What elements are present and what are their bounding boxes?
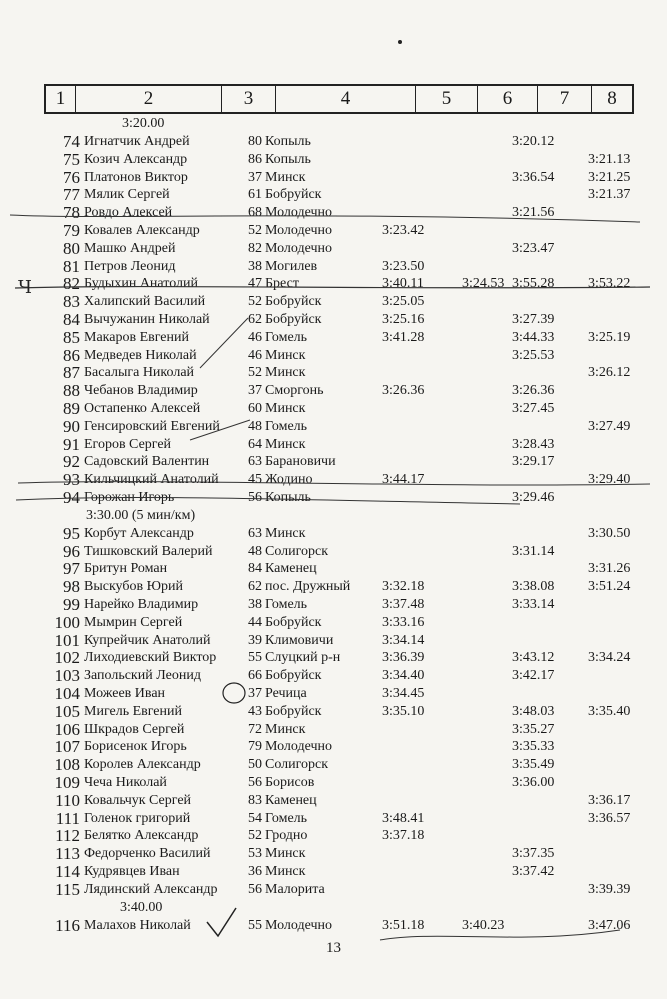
pencil-line [16, 497, 520, 504]
time-col-7: 3:35.49 [512, 757, 555, 773]
athlete-name: Чебанов Владимир [84, 383, 198, 399]
time-col-5: 3:33.16 [382, 614, 425, 630]
checkmark [207, 908, 236, 936]
row-number: 102 [54, 648, 80, 668]
athlete-name: Голенок григорий [84, 810, 191, 826]
birth-year: 48 [248, 543, 262, 559]
city: Минск [265, 401, 306, 416]
row-number: 84 [63, 310, 80, 329]
birth-year: 72 [248, 721, 262, 737]
pencil-line [190, 420, 250, 440]
athlete-name: Вычужанин Николай [84, 312, 210, 327]
athlete-name: Можеев Иван [84, 686, 166, 701]
time-col-5: 3:23.42 [382, 223, 425, 238]
birth-year: 62 [248, 312, 262, 327]
city: пос. Дружный [265, 579, 351, 595]
time-col-5: 3:37.18 [382, 828, 425, 844]
pencil-line [380, 930, 620, 940]
row-number: 89 [63, 399, 80, 418]
time-col-7: 3:25.53 [512, 347, 555, 363]
athlete-name: Халипский Василий [84, 294, 206, 310]
row-number: 95 [63, 523, 80, 543]
athlete-name: Нарейко Владимир [84, 597, 199, 612]
city: Минск [265, 864, 306, 879]
time-col-7: 3:21.56 [512, 205, 555, 221]
city: Сморгонь [265, 383, 324, 399]
birth-year: 37 [248, 169, 262, 185]
city: Молодечно [265, 917, 333, 933]
time-col-8: 3:21.37 [588, 187, 631, 203]
city: Минск [265, 365, 306, 381]
city: Бобруйск [265, 187, 322, 203]
city: Гомель [265, 329, 308, 345]
athlete-name: Горожан Игорь [84, 490, 175, 505]
athlete-name: Макаров Евгений [84, 329, 189, 345]
birth-year: 82 [248, 240, 262, 256]
athlete-name: Кудрявцев Иван [84, 864, 180, 879]
athlete-name: Шкрадов Сергей [84, 721, 185, 737]
city: Гомель [265, 810, 308, 826]
row-number: 75 [63, 149, 80, 169]
city: Жодино [265, 472, 313, 488]
city: Гомель [265, 418, 308, 434]
athlete-name: Корбут Александр [84, 525, 194, 541]
row-number: 100 [54, 612, 80, 632]
pace-group-label: 3:20.00 [122, 116, 165, 131]
athlete-name: Садовский Валентин [84, 454, 210, 470]
time-col-7: 3:26.36 [512, 383, 555, 399]
birth-year: 46 [248, 347, 262, 363]
athlete-name: Егоров Сергей [84, 436, 172, 452]
row-number: 115 [55, 879, 80, 899]
time-col-8: 3:35.40 [588, 703, 631, 719]
birth-year: 50 [248, 757, 262, 773]
birth-year: 45 [248, 472, 262, 488]
athlete-name: Остапенко Алексей [84, 401, 201, 416]
birth-year: 56 [248, 881, 262, 897]
pencil-line [10, 215, 640, 222]
city: Бобруйск [265, 312, 322, 327]
athlete-name: Басалыга Николай [84, 365, 195, 381]
pencil-line [18, 482, 650, 485]
birth-year: 80 [248, 134, 262, 149]
athlete-name: Генсировский Евгений [84, 418, 220, 434]
row-number: 114 [55, 862, 80, 881]
athlete-name: Выскубов Юрий [84, 579, 183, 595]
row-number: 91 [63, 434, 80, 454]
birth-year: 38 [248, 258, 262, 274]
time-col-5: 3:41.28 [382, 329, 425, 345]
header-col-1: 1 [46, 86, 76, 112]
birth-year: 47 [248, 276, 262, 292]
city: Молодечно [265, 205, 333, 221]
city: Бобруйск [265, 703, 322, 719]
birth-year: 63 [248, 525, 262, 541]
time-col-7: 3:35.33 [512, 739, 555, 755]
time-col-5: 3:25.05 [382, 294, 425, 310]
time-col-5: 3:25.16 [382, 312, 425, 327]
time-col-7: 3:48.03 [512, 703, 555, 719]
city: Малорита [265, 881, 325, 897]
page-number: 13 [326, 940, 341, 956]
row-number: 101 [54, 630, 80, 650]
row-number: 77 [63, 185, 80, 205]
athlete-name: Платонов Виктор [84, 169, 188, 185]
athlete-name: Белятко Александр [84, 828, 199, 844]
pencil-line [200, 318, 248, 368]
time-col-8: 3:21.13 [588, 151, 631, 167]
city: Слуцкий р-н [265, 650, 341, 666]
row-number: 90 [63, 416, 80, 436]
row-number: 96 [63, 541, 80, 561]
time-col-5: 3:44.17 [382, 472, 425, 488]
birth-year: 61 [248, 187, 262, 203]
birth-year: 86 [248, 151, 262, 167]
athlete-name: Борисенок Игорь [84, 739, 187, 755]
time-col-5: 3:35.10 [382, 703, 425, 719]
birth-year: 52 [248, 223, 262, 238]
row-number: 86 [63, 345, 80, 365]
birth-year: 55 [248, 917, 262, 933]
row-number: 83 [63, 292, 80, 312]
city: Гродно [265, 828, 308, 844]
athlete-name: Кильчицкий Анатолий [84, 472, 219, 488]
time-col-8: 3:51.24 [588, 579, 631, 595]
athlete-name: Ковальчук Сергей [84, 792, 192, 808]
time-col-8: 3:29.40 [588, 472, 631, 488]
row-number: 85 [63, 327, 80, 347]
birth-year: 68 [248, 205, 262, 221]
time-col-5: 3:32.18 [382, 579, 425, 595]
athlete-name: Чеча Николай [84, 775, 167, 790]
time-col-8: 3:31.26 [588, 561, 631, 577]
birth-year: 38 [248, 597, 262, 612]
birth-year: 44 [248, 614, 262, 630]
birth-year: 53 [248, 846, 262, 862]
athlete-name: Королев Александр [84, 757, 201, 773]
time-col-7: 3:37.35 [512, 846, 555, 862]
birth-year: 52 [248, 828, 262, 844]
city: Борисов [265, 775, 315, 790]
athlete-name: Бритун Роман [84, 561, 168, 577]
athlete-name: Ровдо Алексей [84, 205, 173, 221]
city: Бобруйск [265, 668, 322, 684]
time-col-8: 3:36.17 [588, 792, 631, 808]
city: Минск [265, 525, 306, 541]
city: Минск [265, 846, 306, 862]
row-number: 106 [54, 719, 80, 739]
time-col-8: 3:36.57 [588, 810, 631, 826]
birth-year: 62 [248, 579, 262, 595]
birth-year: 79 [248, 739, 262, 755]
time-col-5: 3:37.48 [382, 597, 425, 612]
city: Солигорск [265, 757, 329, 773]
time-col-5: 3:51.18 [382, 917, 425, 933]
time-col-7: 3:27.45 [512, 401, 555, 416]
athlete-name: Машко Андрей [84, 240, 176, 256]
city: Гомель [265, 597, 308, 612]
handwritten-mark: Ч [18, 277, 32, 298]
birth-year: 63 [248, 454, 262, 470]
athlete-name: Козич Александр [84, 151, 188, 167]
row-number: 98 [63, 577, 80, 597]
time-col-6: 3:40.23 [462, 917, 505, 933]
time-col-7: 3:35.27 [512, 721, 555, 737]
city: Молодечно [265, 223, 333, 238]
time-col-7: 3:38.08 [512, 579, 555, 595]
time-col-7: 3:33.14 [512, 597, 555, 612]
time-col-5: 3:34.40 [382, 668, 425, 684]
city: Копыль [265, 490, 311, 505]
city: Барановичи [265, 454, 336, 470]
row-number: 94 [63, 488, 80, 507]
header-col-3: 3 [222, 86, 276, 112]
row-number: 80 [63, 238, 80, 258]
time-col-7: 3:29.17 [512, 454, 555, 470]
city: Бобруйск [265, 614, 322, 630]
birth-year: 52 [248, 365, 262, 381]
athlete-name: Будыхин Анатолий [84, 276, 198, 292]
city: Речица [265, 686, 307, 701]
pace-group-label: 3:40.00 [120, 899, 163, 915]
city: Брест [265, 276, 299, 292]
city: Минск [265, 347, 306, 363]
row-number: 76 [63, 167, 80, 187]
birth-year: 36 [248, 864, 262, 879]
city: Климовичи [265, 632, 334, 648]
time-col-7: 3:37.42 [512, 864, 555, 879]
time-col-7: 3:29.46 [512, 490, 555, 505]
athlete-name: Мялик Сергей [84, 187, 170, 203]
row-number: 79 [63, 221, 80, 240]
athlete-name: Медведев Николай [84, 347, 197, 363]
city: Копыль [265, 134, 311, 149]
athlete-name: Запольский Леонид [84, 668, 201, 684]
header-col-2: 2 [76, 86, 222, 112]
header-col-8: 8 [607, 88, 617, 109]
birth-year: 37 [248, 383, 262, 399]
birth-year: 64 [248, 436, 262, 452]
row-number: 105 [54, 701, 80, 721]
header-col-6: 6 [478, 86, 538, 112]
city: Минск [265, 721, 306, 737]
athlete-name: Мигель Евгений [84, 703, 182, 719]
time-col-5: 3:34.14 [382, 632, 425, 648]
row-number: 93 [63, 470, 80, 490]
row-number: 103 [54, 666, 80, 686]
row-number: 78 [63, 203, 80, 223]
row-number: 88 [63, 381, 80, 401]
time-col-5: 3:40.11 [382, 276, 424, 292]
birth-year: 48 [248, 418, 262, 434]
time-col-7: 3:42.17 [512, 668, 555, 684]
time-col-7: 3:27.39 [512, 312, 555, 327]
row-number: 109 [54, 773, 80, 792]
pencil-line [15, 287, 650, 288]
row-number: 97 [63, 559, 80, 579]
time-col-8: 3:53.22 [588, 276, 631, 292]
row-number: 113 [55, 844, 80, 864]
time-col-7: 3:55.28 [512, 276, 555, 292]
time-col-8: 3:21.25 [588, 169, 631, 185]
birth-year: 84 [248, 561, 262, 577]
row-number: 74 [63, 132, 80, 151]
time-col-8: 3:25.19 [588, 329, 631, 345]
row-number: 107 [54, 737, 80, 757]
time-col-7: 3:20.12 [512, 134, 555, 149]
birth-year: 52 [248, 294, 262, 310]
birth-year: 56 [248, 490, 262, 505]
athlete-name: Лядинский Александр [84, 881, 218, 897]
pace-group-label: 3:30.00 (5 мин/км) [86, 507, 196, 523]
athlete-name: Малахов Николай [84, 917, 191, 933]
row-number: 87 [63, 363, 80, 383]
city: Минск [265, 169, 306, 185]
time-col-7: 3:23.47 [512, 240, 555, 256]
header-col-5: 5 [416, 86, 478, 112]
athlete-name: Лиходиевский Виктор [84, 650, 217, 666]
athlete-name: Петров Леонид [84, 258, 176, 274]
time-col-8: 3:30.50 [588, 525, 631, 541]
row-number: 92 [63, 452, 80, 472]
time-col-8: 3:39.39 [588, 881, 631, 897]
time-col-5: 3:48.41 [382, 810, 425, 826]
athlete-name: Купрейчик Анатолий [84, 632, 211, 648]
city: Молодечно [265, 739, 333, 755]
time-col-5: 3:36.39 [382, 650, 425, 666]
time-col-7: 3:44.33 [512, 329, 555, 345]
athlete-name: Игнатчик Андрей [84, 134, 190, 149]
row-number: 111 [55, 808, 80, 828]
row-number: 99 [63, 595, 80, 614]
birth-year: 37 [248, 686, 262, 701]
athlete-name: Ковалев Александр [84, 223, 200, 238]
birth-year: 54 [248, 810, 262, 826]
athlete-name: Тишковский Валерий [84, 543, 213, 559]
birth-year: 56 [248, 775, 262, 790]
city: Солигорск [265, 543, 329, 559]
time-col-8: 3:34.24 [588, 650, 631, 666]
birth-year: 46 [248, 329, 262, 345]
city: Бобруйск [265, 294, 322, 310]
header-col-4: 4 [276, 86, 416, 112]
circle-mark [223, 683, 245, 703]
time-col-8: 3:47.06 [588, 917, 631, 933]
time-col-6: 3:24.53 [462, 276, 505, 292]
time-col-7: 3:28.43 [512, 436, 555, 452]
time-col-8: 3:27.49 [588, 418, 631, 434]
header-col-7: 7 [538, 86, 592, 112]
time-col-5: 3:23.50 [382, 258, 425, 274]
time-col-7: 3:36.00 [512, 775, 555, 790]
birth-year: 55 [248, 650, 262, 666]
city: Могилев [265, 258, 318, 274]
row-number: 82 [63, 274, 80, 294]
time-col-8: 3:26.12 [588, 365, 631, 381]
birth-year: 83 [248, 792, 262, 808]
time-col-7: 3:36.54 [512, 169, 555, 185]
row-number: 112 [55, 826, 80, 846]
row-number: 108 [54, 755, 80, 775]
row-number: 110 [55, 790, 80, 810]
birth-year: 60 [248, 401, 262, 416]
birth-year: 66 [248, 668, 262, 684]
city: Минск [265, 436, 306, 452]
athlete-name: Мымрин Сергей [84, 614, 183, 630]
athlete-name: Федорченко Василий [84, 846, 211, 862]
city: Копыль [265, 151, 311, 167]
city: Каменец [265, 792, 317, 808]
birth-year: 43 [248, 703, 262, 719]
time-col-5: 3:34.45 [382, 686, 425, 701]
time-col-5: 3:26.36 [382, 383, 425, 399]
birth-year: 39 [248, 632, 262, 648]
city: Молодечно [265, 240, 333, 256]
row-number: 81 [63, 256, 80, 276]
time-col-7: 3:43.12 [512, 650, 555, 666]
time-col-7: 3:31.14 [512, 543, 555, 559]
city: Каменец [265, 561, 317, 577]
row-number: 104 [54, 684, 80, 703]
row-number: 116 [55, 915, 80, 935]
